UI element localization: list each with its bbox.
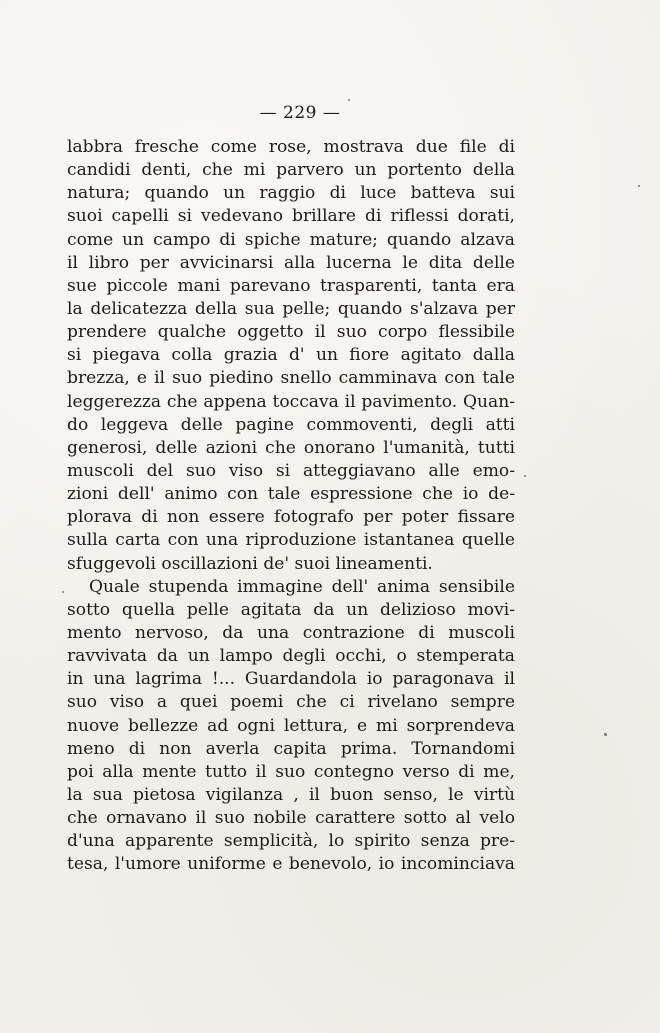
- text-line: muscoli del suo viso si atteggiavano alle emo-: [67, 460, 515, 481]
- text-line: sfuggevoli oscillazioni de' suoi lineamenti.: [67, 553, 433, 574]
- text-line: d'una apparente semplicità, lo spirito senza pre-: [67, 831, 515, 852]
- text-line: do leggeva delle pagine commoventi, degli atti: [67, 414, 515, 435]
- text-line: nuove bellezze ad ogni lettura, e mi sorprendeva: [67, 715, 515, 736]
- paper-speck: [604, 733, 607, 736]
- page-number: — 229 —: [259, 103, 341, 123]
- text-line: poi alla mente tutto il suo contegno verso di me,: [67, 761, 515, 782]
- body-text: [67, 136, 515, 877]
- text-line: sue piccole mani parevano trasparenti, tanta era: [67, 275, 515, 296]
- text-line: plorava di non essere fotografo per poter fissare: [67, 507, 515, 528]
- paper-speck: [348, 99, 350, 101]
- text-line: ravvivata da un lampo degli occhi, o stemperata: [67, 646, 515, 667]
- text-line: Quale stupenda immagine dell' anima sensibile: [89, 576, 515, 597]
- text-line: zioni dell' animo con tale espressione che io de-: [67, 484, 515, 505]
- text-line: suoi capelli si vedevano brillare di riflessi dorati,: [67, 206, 515, 227]
- text-line: come un campo di spiche mature; quando alzava: [67, 229, 515, 250]
- text-line: leggerezza che appena toccava il pavimento. Quan-: [67, 391, 515, 412]
- paper-speck: [638, 185, 640, 187]
- text-line: suo viso a quei poemi che ci rivelano sempre: [67, 692, 515, 713]
- text-line: brezza, e il suo piedino snello camminava con tale: [67, 368, 515, 389]
- paper-speck: [524, 475, 526, 477]
- text-line: sulla carta con una riproduzione istantanea quelle: [67, 530, 515, 551]
- text-line: generosi, delle azioni che onorano l'umanità, tutti: [67, 437, 515, 458]
- text-line: che ornavano il suo nobile carattere sotto al velo: [67, 808, 515, 829]
- text-line: prendere qualche oggetto il suo corpo flessibile: [67, 322, 515, 343]
- text-line: in una lagrima !... Guardandola io paragonava il: [67, 669, 515, 690]
- text-line: meno di non averla capita prima. Tornandomi: [67, 738, 515, 759]
- text-line: la delicatezza della sua pelle; quando s'alzava per: [67, 298, 515, 319]
- text-line: tesa, l'umore uniforme e benevolo, io incominciava: [67, 854, 515, 875]
- paper-speck: [62, 591, 64, 593]
- text-line: si piegava colla grazia d' un fiore agitato dalla: [67, 345, 515, 366]
- text-line: labbra fresche come rose, mostrava due file di: [67, 137, 515, 157]
- text-line: natura; quando un raggio di luce batteva sui: [67, 183, 515, 204]
- text-line: la sua pietosa vigilanza , il buon senso, le virtù: [67, 784, 515, 805]
- text-line: candidi denti, che mi parvero un portento della: [67, 160, 515, 181]
- text-line: sotto quella pelle agitata da un delizioso movi-: [67, 599, 515, 620]
- text-line: mento nervoso, da una contrazione di muscoli: [67, 622, 515, 643]
- text-line: il libro per avvicinarsi alla lucerna le dita delle: [67, 252, 515, 273]
